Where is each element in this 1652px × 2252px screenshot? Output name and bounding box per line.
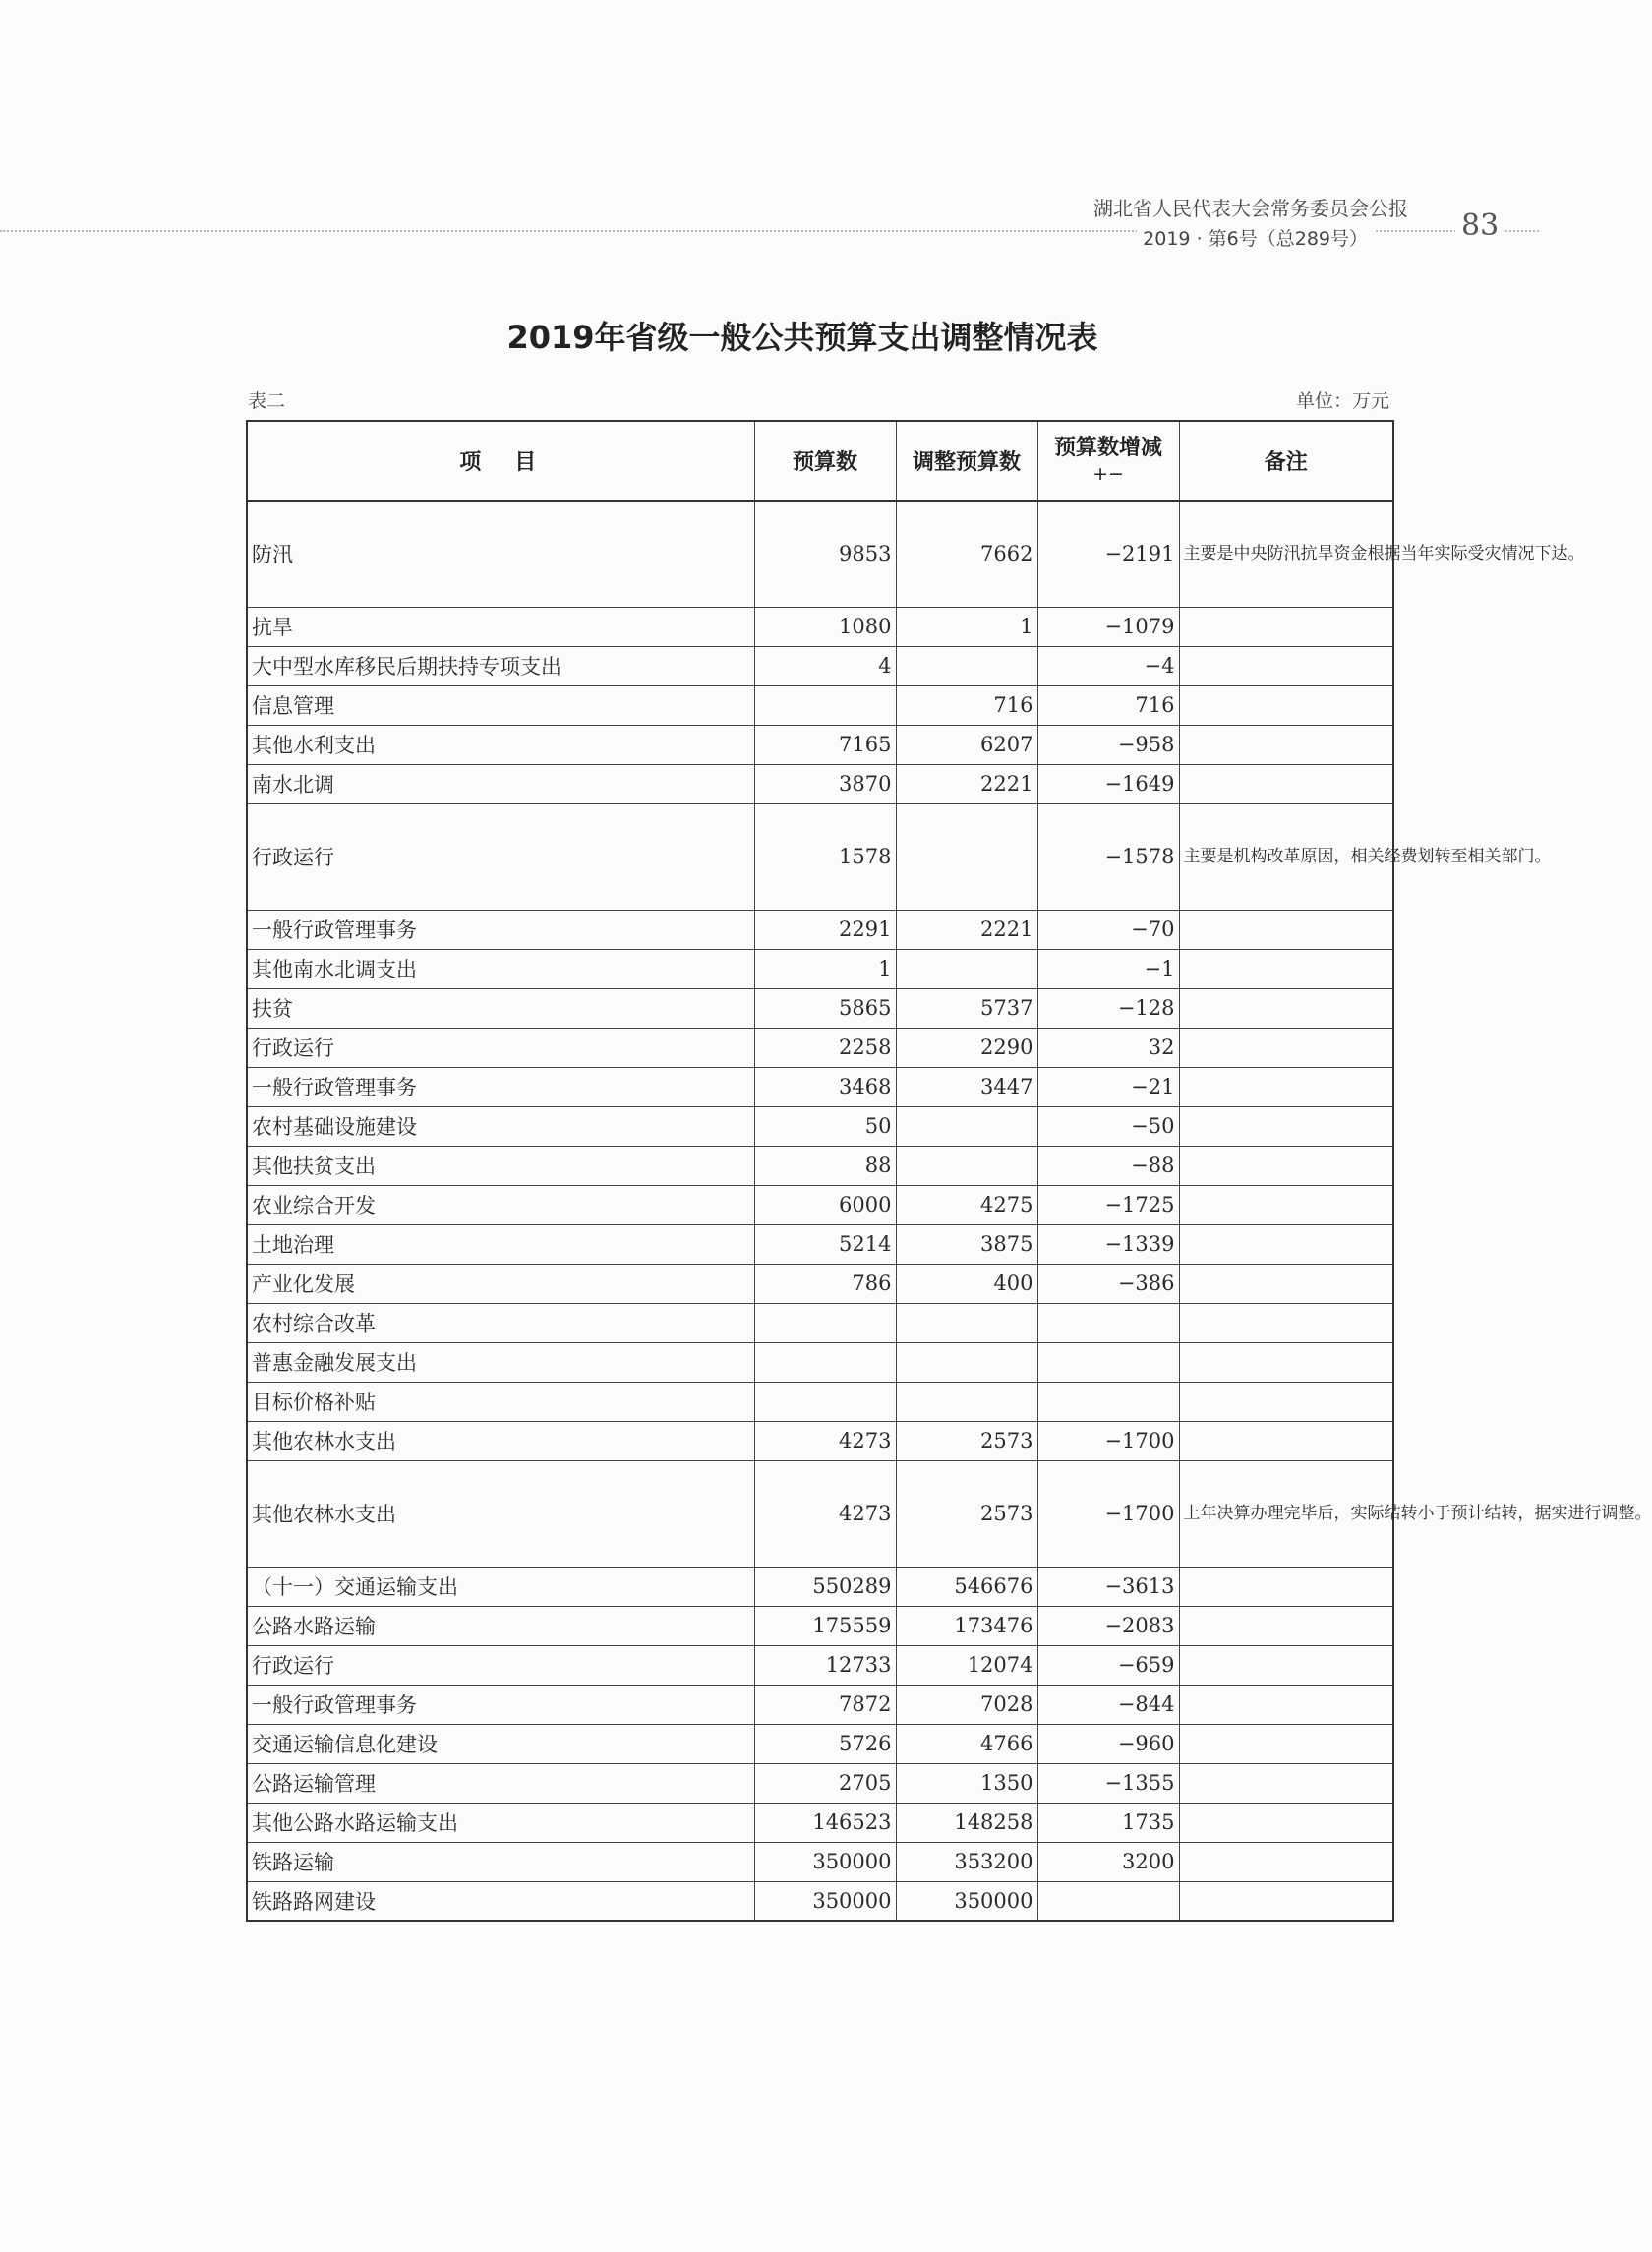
- table-cell-budget: 7165: [754, 725, 896, 764]
- table-cell-note: [1179, 910, 1393, 949]
- table-cell-change: −128: [1037, 988, 1179, 1028]
- table-cell-adjusted: 5737: [896, 988, 1037, 1028]
- table-cell-change: −21: [1037, 1067, 1179, 1106]
- table-cell-budget: 786: [754, 1264, 896, 1303]
- table-cell-note: [1179, 1421, 1393, 1460]
- table-cell-adjusted: 2573: [896, 1421, 1037, 1460]
- table-cell-item: 农村基础设施建设: [247, 1106, 754, 1146]
- budget-table: [246, 420, 1652, 1922]
- table-row: [247, 949, 1393, 988]
- table-cell-item: 铁路运输: [247, 1842, 754, 1881]
- table-cell-adjusted: 2290: [896, 1028, 1037, 1067]
- table-cell-item: （十一）交通运输支出: [247, 1567, 754, 1606]
- table-row: [247, 685, 1393, 725]
- table-cell-item: 其他水利支出: [247, 725, 754, 764]
- table-row: [247, 1606, 1393, 1645]
- table-cell-budget: 5726: [754, 1724, 896, 1763]
- table-row: [247, 1842, 1393, 1881]
- table-cell-item: 南水北调: [247, 764, 754, 803]
- table-cell-change: −1700: [1037, 1421, 1179, 1460]
- table-cell-item: 公路运输管理: [247, 1763, 754, 1803]
- col-header-change-label: 预算数增减: [1053, 435, 1162, 460]
- table-cell-note: [1179, 646, 1393, 685]
- col-header-change: [1037, 421, 1179, 501]
- table-cell-budget: 5214: [754, 1224, 896, 1264]
- table-cell-change: −50: [1037, 1106, 1179, 1146]
- table-cell-budget: [754, 685, 896, 725]
- table-cell-budget: 2258: [754, 1028, 896, 1067]
- table-cell-note: [1179, 1106, 1393, 1146]
- table-cell-note: 上年决算办理完毕后，实际结转小于预计结转，据实进行调整。: [1179, 1460, 1393, 1567]
- table-cell-note: 主要是中央防汛抗旱资金根据当年实际受灾情况下达。: [1179, 501, 1393, 607]
- col-header-note: 备注: [1179, 421, 1393, 501]
- table-cell-budget: 4273: [754, 1460, 896, 1567]
- table-cell-note: [1179, 949, 1393, 988]
- table-cell-note: 主要是机构改革原因，相关经费划转至相关部门。: [1179, 803, 1393, 910]
- table-cell-note: [1179, 607, 1393, 646]
- table-row: [247, 1460, 1393, 1567]
- table-cell-change: −88: [1037, 1146, 1179, 1185]
- table-cell-item: 其他农林水支出: [247, 1421, 754, 1460]
- page-title: 2019年省级一般公共预算支出调整情况表: [506, 319, 1098, 356]
- table-row: [247, 1382, 1393, 1421]
- table-cell-note: [1179, 1067, 1393, 1106]
- table-cell-budget: 2705: [754, 1763, 896, 1803]
- table-cell-change: −1: [1037, 949, 1179, 988]
- table-cell-adjusted: 6207: [896, 725, 1037, 764]
- table-cell-budget: 550289: [754, 1567, 896, 1606]
- table-row: [247, 1146, 1393, 1185]
- table-cell-item: 铁路路网建设: [247, 1881, 754, 1921]
- table-row: [247, 1724, 1393, 1763]
- table-cell-item: 信息管理: [247, 685, 754, 725]
- table-cell-adjusted: 1: [896, 607, 1037, 646]
- table-cell-note: [1179, 1881, 1393, 1921]
- table-cell-adjusted: [896, 1342, 1037, 1382]
- table-cell-adjusted: 2221: [896, 764, 1037, 803]
- table-cell-adjusted: 173476: [896, 1606, 1037, 1645]
- table-cell-adjusted: [896, 1382, 1037, 1421]
- table-row: [247, 607, 1393, 646]
- table-cell-change: 1735: [1037, 1803, 1179, 1842]
- col-header-item: 项 目: [247, 421, 754, 501]
- table-cell-budget: [754, 1303, 896, 1342]
- table-cell-adjusted: 2221: [896, 910, 1037, 949]
- table-row: [247, 803, 1393, 910]
- table-cell-budget: 350000: [754, 1881, 896, 1921]
- table-cell-item: 公路水路运输: [247, 1606, 754, 1645]
- page-number: 83: [1455, 208, 1504, 243]
- table-cell-change: −3613: [1037, 1567, 1179, 1606]
- table-cell-change: −1339: [1037, 1224, 1179, 1264]
- table-cell-change: −1079: [1037, 607, 1179, 646]
- table-cell-budget: 4: [754, 646, 896, 685]
- table-cell-adjusted: 1350: [896, 1763, 1037, 1803]
- table-cell-budget: 3468: [754, 1067, 896, 1106]
- table-cell-note: [1179, 725, 1393, 764]
- table-cell-note: [1179, 1342, 1393, 1382]
- table-cell-item: 行政运行: [247, 803, 754, 910]
- journal-name: 湖北省人民代表大会常务委员会公报: [1093, 197, 1408, 220]
- table-cell-adjusted: 3447: [896, 1067, 1037, 1106]
- table-row: [247, 1303, 1393, 1342]
- table-cell-note: [1179, 1842, 1393, 1881]
- table-cell-item: 其他扶贫支出: [247, 1146, 754, 1185]
- table-cell-adjusted: 12074: [896, 1645, 1037, 1685]
- table-cell-item: 一般行政管理事务: [247, 1685, 754, 1724]
- table-cell-budget: 6000: [754, 1185, 896, 1224]
- table-cell-adjusted: [896, 803, 1037, 910]
- table-cell-item: 其他公路水路运输支出: [247, 1803, 754, 1842]
- table-cell-note: [1179, 1645, 1393, 1685]
- table-cell-item: 抗旱: [247, 607, 754, 646]
- table-cell-note: [1179, 1685, 1393, 1724]
- table-cell-note: [1179, 1185, 1393, 1224]
- table-cell-adjusted: 716: [896, 685, 1037, 725]
- table-cell-adjusted: 4275: [896, 1185, 1037, 1224]
- table-cell-adjusted: 2573: [896, 1460, 1037, 1567]
- table-cell-change: −1578: [1037, 803, 1179, 910]
- table-cell-item: 一般行政管理事务: [247, 910, 754, 949]
- table-cell-adjusted: [896, 1146, 1037, 1185]
- table-header-row: [247, 421, 1393, 501]
- table-cell-item: 行政运行: [247, 1645, 754, 1685]
- table-cell-change: −70: [1037, 910, 1179, 949]
- table-cell-change: 3200: [1037, 1842, 1179, 1881]
- table-cell-budget: 12733: [754, 1645, 896, 1685]
- col-header-budget: 预算数: [754, 421, 896, 501]
- table-cell-budget: 350000: [754, 1842, 896, 1881]
- table-cell-budget: 88: [754, 1146, 896, 1185]
- table-row: [247, 1685, 1393, 1724]
- table-cell-budget: 1: [754, 949, 896, 988]
- table-cell-note: [1179, 1146, 1393, 1185]
- table-cell-item: 其他南水北调支出: [247, 949, 754, 988]
- table-cell-item: 土地治理: [247, 1224, 754, 1264]
- table-cell-change: −1700: [1037, 1460, 1179, 1567]
- table-cell-note: [1179, 1567, 1393, 1606]
- table-cell-adjusted: 353200: [896, 1842, 1037, 1881]
- table-cell-note: [1179, 1803, 1393, 1842]
- table-cell-adjusted: 400: [896, 1264, 1037, 1303]
- table-cell-note: [1179, 1724, 1393, 1763]
- table-cell-budget: 146523: [754, 1803, 896, 1842]
- table-cell-budget: 3870: [754, 764, 896, 803]
- table-cell-budget: [754, 1342, 896, 1382]
- table-cell-note: [1179, 1028, 1393, 1067]
- table-cell-adjusted: 4766: [896, 1724, 1037, 1763]
- table-cell-adjusted: 148258: [896, 1803, 1037, 1842]
- table-cell-budget: 1080: [754, 607, 896, 646]
- table-cell-item: 目标价格补贴: [247, 1382, 754, 1421]
- table-cell-change: 32: [1037, 1028, 1179, 1067]
- table-row: [247, 1881, 1393, 1921]
- table-cell-change: −4: [1037, 646, 1179, 685]
- table-row: [247, 1185, 1393, 1224]
- table-cell-change: [1037, 1881, 1179, 1921]
- table-cell-budget: [754, 1382, 896, 1421]
- table-row: [247, 1224, 1393, 1264]
- table-cell-budget: 50: [754, 1106, 896, 1146]
- table-cell-note: [1179, 764, 1393, 803]
- table-label: 表二: [248, 390, 286, 412]
- table-cell-change: −2191: [1037, 501, 1179, 607]
- table-cell-item: 防汛: [247, 501, 754, 607]
- table-row: [247, 1342, 1393, 1382]
- table-cell-change: 716: [1037, 685, 1179, 725]
- table-cell-adjusted: [896, 949, 1037, 988]
- table-row: [247, 764, 1393, 803]
- table-cell-note: [1179, 1264, 1393, 1303]
- table-cell-budget: 5865: [754, 988, 896, 1028]
- table-cell-item: 农业综合开发: [247, 1185, 754, 1224]
- table-cell-item: 行政运行: [247, 1028, 754, 1067]
- table-cell-adjusted: 7662: [896, 501, 1037, 607]
- table-cell-budget: 175559: [754, 1606, 896, 1645]
- table-cell-change: −1355: [1037, 1763, 1179, 1803]
- table-cell-change: −958: [1037, 725, 1179, 764]
- table-cell-item: 扶贫: [247, 988, 754, 1028]
- table-row: [247, 910, 1393, 949]
- issue-number: 2019 · 第6号（总289号）: [1137, 224, 1374, 251]
- table-cell-item: 产业化发展: [247, 1264, 754, 1303]
- table-cell-change: −2083: [1037, 1606, 1179, 1645]
- table-cell-note: [1179, 685, 1393, 725]
- table-row: [247, 1106, 1393, 1146]
- table-row: [247, 501, 1393, 607]
- table-cell-change: −1649: [1037, 764, 1179, 803]
- table-cell-change: −659: [1037, 1645, 1179, 1685]
- table-cell-budget: 4273: [754, 1421, 896, 1460]
- table-cell-adjusted: 3875: [896, 1224, 1037, 1264]
- table-row: [247, 1763, 1393, 1803]
- table-row: [247, 988, 1393, 1028]
- table-cell-change: [1037, 1382, 1179, 1421]
- table-cell-note: [1179, 1606, 1393, 1645]
- table-cell-adjusted: [896, 1106, 1037, 1146]
- table-cell-item: 交通运输信息化建设: [247, 1724, 754, 1763]
- col-header-adjusted: 调整预算数: [896, 421, 1037, 501]
- col-header-change-sign: +−: [1092, 462, 1124, 485]
- table-cell-adjusted: [896, 1303, 1037, 1342]
- table-row: [247, 1421, 1393, 1460]
- table-cell-note: [1179, 1303, 1393, 1342]
- table-cell-note: [1179, 988, 1393, 1028]
- table-cell-change: −1725: [1037, 1185, 1179, 1224]
- table-cell-change: −386: [1037, 1264, 1179, 1303]
- table-cell-item: 一般行政管理事务: [247, 1067, 754, 1106]
- table-cell-item: 其他农林水支出: [247, 1460, 754, 1567]
- table-cell-note: [1179, 1224, 1393, 1264]
- unit-label: 单位：万元: [1296, 390, 1390, 412]
- table-row: [247, 646, 1393, 685]
- table-row: [247, 725, 1393, 764]
- table-cell-budget: 1578: [754, 803, 896, 910]
- table-row: [247, 1028, 1393, 1067]
- table-row: [247, 1645, 1393, 1685]
- table-cell-budget: 2291: [754, 910, 896, 949]
- table-cell-adjusted: 350000: [896, 1881, 1037, 1921]
- table-row: [247, 1264, 1393, 1303]
- table-cell-item: 大中型水库移民后期扶持专项支出: [247, 646, 754, 685]
- table-cell-adjusted: 7028: [896, 1685, 1037, 1724]
- table-cell-change: −960: [1037, 1724, 1179, 1763]
- table-cell-change: [1037, 1342, 1179, 1382]
- table-cell-adjusted: [896, 646, 1037, 685]
- table-cell-item: 农村综合改革: [247, 1303, 754, 1342]
- table-cell-budget: 7872: [754, 1685, 896, 1724]
- table-cell-note: [1179, 1763, 1393, 1803]
- table-cell-change: −844: [1037, 1685, 1179, 1724]
- table-row: [247, 1567, 1393, 1606]
- table-cell-budget: 9853: [754, 501, 896, 607]
- table-cell-change: [1037, 1303, 1179, 1342]
- table-cell-adjusted: 546676: [896, 1567, 1037, 1606]
- table-cell-item: 普惠金融发展支出: [247, 1342, 754, 1382]
- table-cell-note: [1179, 1382, 1393, 1421]
- table-row: [247, 1803, 1393, 1842]
- table-row: [247, 1067, 1393, 1106]
